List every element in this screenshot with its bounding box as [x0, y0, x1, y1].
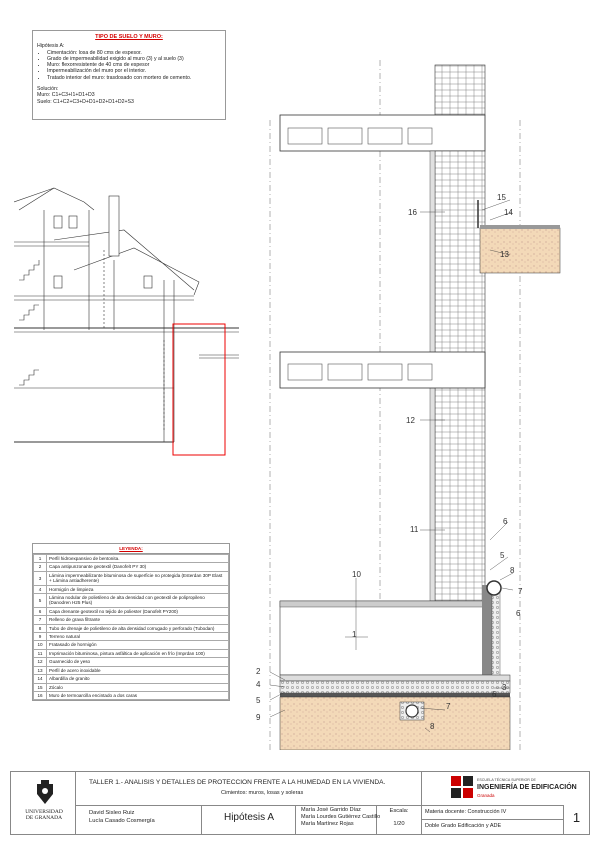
detail-label: 7: [446, 702, 451, 711]
legend-row: [34, 555, 229, 563]
detail-label: 5: [256, 696, 261, 705]
detail-label: 15: [497, 193, 506, 202]
school-name: INGENIERÍA DE EDIFICACIÓN: [477, 784, 577, 791]
legend-number: 9: [34, 633, 47, 641]
legend-number: 11: [34, 649, 47, 657]
hypothesis-item: • Cimentación: losa de 80 cms de espesor.: [47, 50, 221, 56]
legend-row: [34, 666, 229, 674]
subject: Materia docente: Construcción IV: [425, 809, 507, 815]
solution-label: Solución:: [37, 86, 59, 93]
legend-row: [34, 691, 229, 699]
legend-text: Hormigón de limpieza: [47, 585, 229, 593]
legend-text: Guarnecido de yeso: [47, 658, 229, 666]
legend-row: [34, 594, 229, 608]
detail-label: 11: [410, 525, 419, 534]
legend-number: 7: [34, 616, 47, 624]
legend-number: 16: [34, 691, 47, 699]
hypothesis-item: • Tratado interior del muro: trasdosado con mortero de cemento.: [47, 75, 221, 81]
hypothesis-label: Hipótesis A:: [37, 43, 65, 50]
legend-text: Fratasado de hormigón: [47, 641, 229, 649]
scale-value: 1/20: [393, 821, 405, 827]
legend-row: [34, 571, 229, 585]
detail-label: 13: [500, 250, 509, 259]
students-b: María José Garrido Díaz María Lourdes Gutiérrez Castillo María Martínez Rojas: [301, 807, 381, 827]
detail-label: 8: [510, 566, 515, 575]
legend-number: 6: [34, 607, 47, 615]
hypothesis-item: • Impermeabilización del muro por el interior.: [47, 68, 221, 74]
house-section-drawing: [14, 180, 254, 460]
legend-row: [34, 563, 229, 571]
university-crest-icon: [35, 780, 55, 806]
legend-text: Capa drenante geotextil no tejido de poliester (Danofelt PY200): [47, 607, 229, 615]
legend-number: 14: [34, 675, 47, 683]
school-logo-icon: [451, 776, 473, 802]
detail-label: 14: [504, 208, 513, 217]
sheet-title: Hipótesis A: [223, 812, 275, 823]
detail-label: 5: [500, 551, 505, 560]
legend-number: 1: [34, 555, 47, 563]
legend-text: Relleno de grava filtrante: [47, 616, 229, 624]
hypothesis-item: • Muro: flexorresistente de 40 cms de espesor: [47, 62, 221, 68]
legend-text: Albardilla de granito: [47, 675, 229, 683]
subtitle: Cimientos: muros, losas y soleras: [221, 790, 304, 796]
detail-label: 9: [256, 713, 261, 722]
hypothesis-item: • Grado de impermeabilidad exigido al muro (3) y al suelo (3): [47, 56, 221, 62]
legend-text: Muro de termoarcilla encintado a dos caras: [47, 691, 229, 699]
legend-text: Zócalo: [47, 683, 229, 691]
legend-row: [34, 585, 229, 593]
legend-text: Perfil hidroexpansivo de bentonita.: [47, 555, 229, 563]
detail-label: 7: [518, 587, 523, 596]
university-name: UNIVERSIDAD DE GRANADA: [25, 809, 63, 821]
main-title: TALLER 1.- ANALISIS Y DETALLES DE PROTECCION FRENTE A LA HUMEDAD EN LA VIVIENDA.: [89, 779, 386, 786]
legend-number: 2: [34, 563, 47, 571]
construction-detail-drawing: [250, 60, 590, 750]
legend-text: Lámina nodular de polietileno de alta densidad con geotextil de polipropileno (Danodren H25 Plus): [47, 594, 229, 608]
legend-number: 5: [34, 594, 47, 608]
detail-label: 8: [430, 722, 435, 731]
legend-text: Terreno natural: [47, 633, 229, 641]
legend-number: 10: [34, 641, 47, 649]
legend-text: Capa antipunzonante geotextil (Danofelt PY 30): [47, 563, 229, 571]
sheet-number: 1: [572, 810, 581, 825]
legend-row: [34, 633, 229, 641]
solution-suelo: Suelo: C1+C2+C3+D+D1+D2+D1+D2+S3: [37, 98, 134, 105]
legend-row: [34, 683, 229, 691]
legend-row: [34, 641, 229, 649]
degree: Doble Grado Edificación y ADE: [425, 823, 502, 829]
detail-label: 12: [406, 416, 415, 425]
legend-text: Perfil de acero inoxidable: [47, 666, 229, 674]
legend-row: [34, 658, 229, 666]
detail-label: 6: [516, 609, 521, 618]
legend-number: 13: [34, 666, 47, 674]
detail-label: 16: [408, 208, 417, 217]
legend-row: [34, 649, 229, 657]
legend-text: Imprimación bituminosa, pintura asfáltica de aplicación en frío (Imprdan 100): [47, 649, 229, 657]
detail-label: 6: [492, 690, 497, 699]
legend-row: [34, 624, 229, 632]
school-small-label: ESCUELA TÉCNICA SUPERIOR DE: [477, 778, 536, 782]
school-city: Granada: [477, 793, 495, 798]
legend-number: 3: [34, 571, 47, 585]
legend-row: [34, 616, 229, 624]
detail-label: 4: [256, 680, 261, 689]
detail-label: 2: [256, 667, 261, 676]
legend-number: 12: [34, 658, 47, 666]
detail-label: 10: [352, 570, 361, 579]
detail-label: 6: [503, 517, 508, 526]
legend-row: [34, 675, 229, 683]
students-a: David Sisleo Ruiz Lucía Casado Cosmergía: [89, 810, 155, 824]
legend-row: [34, 607, 229, 615]
detail-label: 3: [502, 683, 507, 692]
soil-box-title: TIPO DE SUELO Y MURO:: [95, 34, 163, 40]
legend-number: 8: [34, 624, 47, 632]
detail-label: 1: [352, 630, 357, 639]
legend-text: Tubo de drenaje de polietileno de alta densidad corrugado y perforado (Tubodan): [47, 624, 229, 632]
title-block: [10, 771, 590, 835]
legend-title: LEYENDA:: [33, 544, 229, 554]
solution-muro: Muro: C1+C3+I1+D1+D3: [37, 92, 95, 99]
legend-number: 4: [34, 585, 47, 593]
legend-text: Lámina impermeabilizante bituminosa de superficie no protegida (Esterdan 30P Elast + Lámina antiadherente): [47, 571, 229, 585]
soil-type-box: [32, 30, 226, 120]
legend-table: [32, 543, 230, 701]
hypothesis-list: [37, 50, 221, 81]
scale-label: Escala:: [389, 808, 409, 814]
legend-number: 15: [34, 683, 47, 691]
